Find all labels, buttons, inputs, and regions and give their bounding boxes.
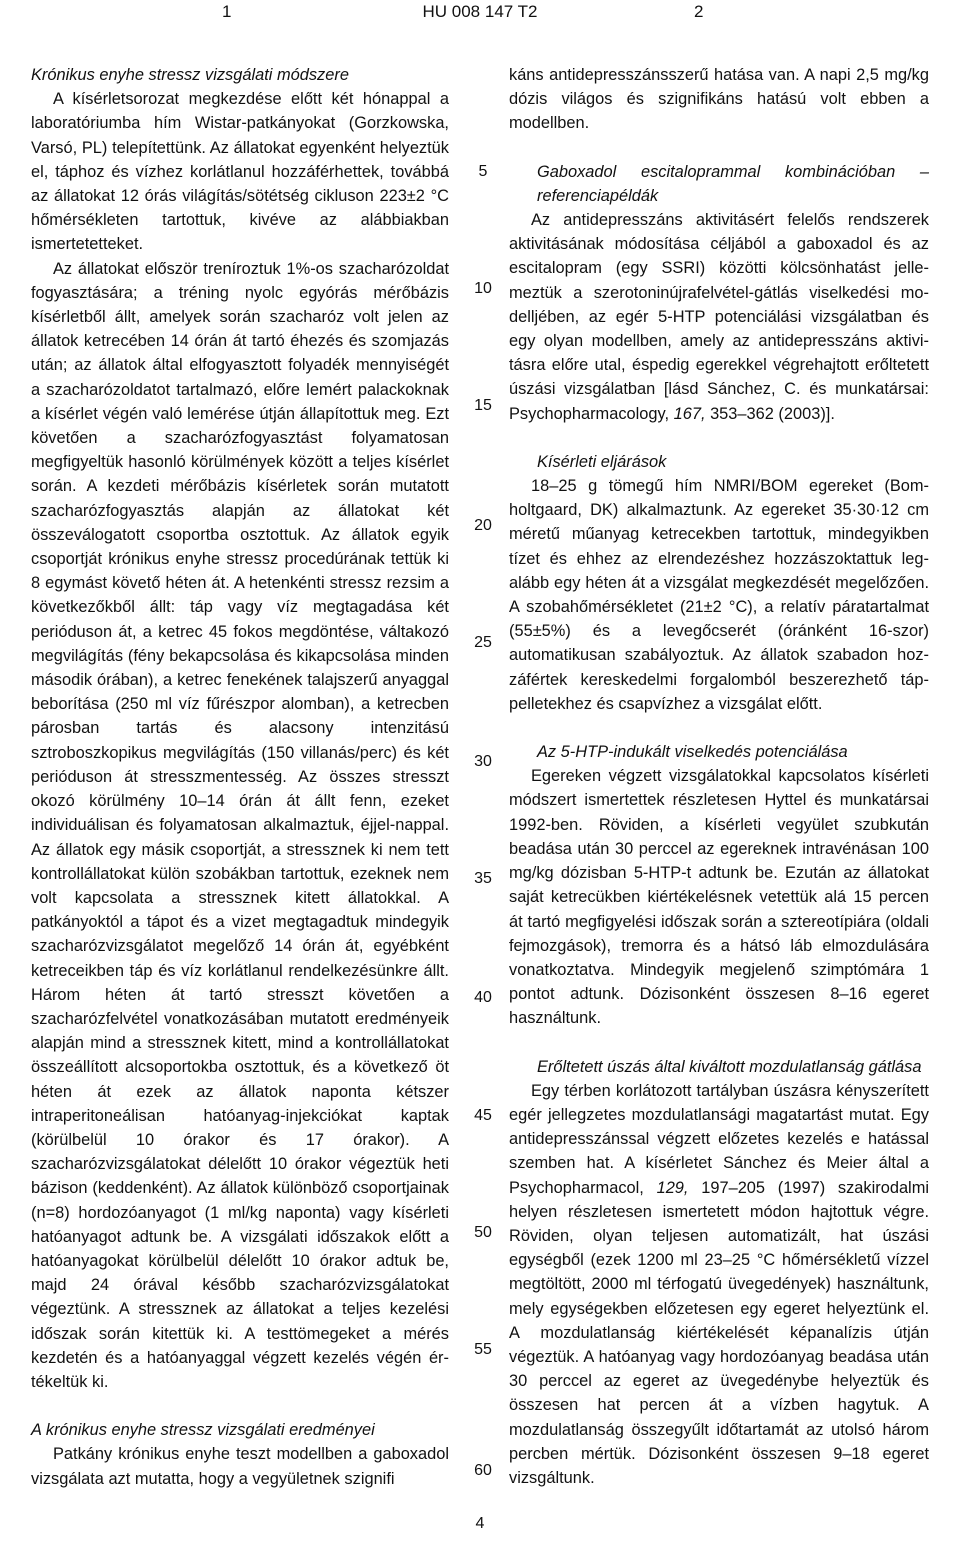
line-number: 40 — [474, 989, 492, 1006]
line-number: 55 — [474, 1341, 492, 1358]
paragraph: 18–25 g tömegű hím NMRI/BOM egereket (Bomholtgaard, DK) alkalmaztunk. Az egereket 35·30·12 cm méretű műanyag ketrecekben tartottuk, mindegyikben tízet és ehhez az elrendezéshez hozzászoktattuk legalább egy héten át a vizsgálat megkezdését megelőzően. A szobahőmérsékletet (21±2 °C), a relatív páratartalmat (55±5%) és a levegőcserét (óránként 16-szor) automatikusan szabályoztuk. Az állatok szabadon hozzáfértek kereskedelmi forgalomból beszerezhető táppelletekhez és csapvízhez a vizsgálat előtt. — [509, 477, 929, 713]
line-number: 35 — [474, 870, 492, 887]
section-heading-cms-results: A krónikus enyhe stressz vizsgálati eredményei — [31, 1421, 375, 1440]
line-number: 20 — [474, 517, 492, 534]
section-heading-forced-swim: Erőltetett úszás által kiváltott mozdulatlanság gátlása — [537, 1057, 922, 1076]
paragraph: Az antidepresszáns aktivitásért felelős rendszerek aktivitásának módosítása céljából a gaboxadol és az escitalopram (egy SSRI) közötti kölcsönhatást jellemeztük a szerotoninújrafelvétel-gátlás viselkedési modelljében, az egér 5-HTP potenciálási vizsgálatban és egy olyan modellben, amely az antidepresszáns aktivitásra előre utal, éspedig egerekkel végrehajtott erőltetett úszási vizsgálatban [lásd Sánchez, C. és munkatársai: Psychopharmacology, 167, 353–362 (2003)]. — [509, 211, 929, 423]
line-number: 30 — [474, 753, 492, 770]
section-heading-gaboxadol-escitalopram: Gaboxadol escitaloprammal kombinációban – referenciapéldák — [537, 162, 929, 205]
section-heading-cms-method: Krónikus enyhe stressz vizsgálati módszere — [31, 66, 349, 84]
line-number: 15 — [474, 397, 492, 414]
paragraph: Az állatokat először treníroztuk 1%-os szacharózoldat fogyasztására; a tréning nyolc egyórás mérőbázis kísérletből állt, amelyek során szacharóz volt jelen az állatok ketrecében 14 órán át tartó éhezés és szomjazás után; az állatok által elfogyasztott folyadék mennyiségét a szacharózoldatot tartalmazó, előre lemért palackoknak a kísérlet végén való lemérése útján állapítottuk meg. Ezt követően a szacharózfogyasztást folyamatosan megfigyeltük hasonló körülmények között a teljes kísérlet során. A kezdeti mérőbázis kísérletek során mutatott szacharózfogyasztás alapján az állatokat két összeválogatott csoportba osztottuk. Az állatok egyik csoportját krónikus enyhe stressz procedúrának tettük ki 8 egymást követő héten át. A hetenkénti stressz rezsim a következőkből állt: táp vagy víz megtagadása két perióduson át, a ketrec 45 fokos megdöntése, váltakozó megvilágítás (fény bekapcsolása és kikapcsolása minden második órában), a ketrec fenekének talajszerű anyaggal beborítása (250 ml víz fűrészpor alomban), a ketrecben párosban tartás és alacsony intenzitású sztroboszkopikus megvilágítás (150 villanás/perc) és két perióduson át stresszmentesség. Az összes stresszt okozó körülmény 10–14 órán át állt fenn, ezeket individuálisan és folyamatosan alkalmaztuk, éjjel-nappal. Az állatok egy másik csoportját, a stressznek ki nem tett kontrollállatokat külön szobákban tartottuk, ezeknek nem volt kapcsolata a stressznek kitett állatokkal. A patkányoktól a tápot és a vizet megtagadtuk mindegyik szacharózvizsgálatot megelőző 14 órán át, egyébként ketreceikben táp és víz korlátlanul rendelkezésünkre állt. Három héten át tartó stresszt követően a szacharózfelvétel vonatkozásában mutatott eredményeik alapján mind a stressznek kitett, mind a kontrollállatokat összeállított alcsoportokba osztottuk, és a következő öt héten át ezek az állatok naponta kétszer intraperitoneálisan hatóanyag-injekciókat kaptak (körülbelül 10 órakor és 17 órakor). A szacharózvizsgálatokat délelőtt 10 órakor végeztük heti bázison (keddenként). Az állatok különböző csoportjainak (n=8) hordozóanyagot (1 ml/kg naponta) vagy kísérleti hatóanyagot adtunk be. A vizsgálati időszakok előtt a hatóanyagokat körülbelül délelőtt 10 órakor adtuk be, majd 24 órával később szacharózvizsgálatokat végeztünk. A stressznek az állatokat a teljes kezelési időszak során kitettük ki. A testtömegeket a mérés kezdetén és a hatóanyaggal végzett kezelés végén értékeltük ki. — [31, 259, 449, 1391]
paragraph: káns antidepresszánsszerű hatása van. A napi 2,5 mg/kg dózis világos és szignifikáns hatású volt ebben a modellben. — [509, 66, 929, 133]
paragraph: Patkány krónikus enyhe teszt modellben a gaboxadol vizsgálata azt mutatta, hogy a vegyületnek szignifi — [31, 1445, 449, 1488]
left-column — [31, 63, 449, 1491]
section-heading-experimental-procedures: Kísérleti eljárások — [537, 452, 667, 471]
paragraph: A kísérletsorozat megkezdése előtt két hónappal a laboratóriumba hím Wistar-patkányokat (Gorzkowska, Varsó, PL) telepítettünk. Az állatokat egyenként helyeztük el, táphoz és vízhez korlátlanul hozzáférhettek, továbbá az állatokat 12 órás világítás/sötétség cikluson 223±2 °C hőmérsékleten tartottuk, kivéve az alábbiakban ismertetetteket. — [31, 90, 449, 254]
page-number: 4 — [475, 1515, 485, 1532]
line-number: 60 — [474, 1462, 492, 1479]
header-document-id: HU 008 147 T2 — [422, 2, 538, 21]
paragraph: Egy térben korlátozott tartályban úszásra kényszerített egér jellegzetes mozdulatlansági magatartást mutat. Egy antidepresszánssal végzett előzetes kezelés e hatással szemben hat. A kísérletet Sánchez és Meier által a Psychopharmacol, 129, 197–205 (1997) szakirodalmi helyen részletesen ismertetett módon hajtottuk végre. Röviden, olyan teljesen automatizált, hat úszási egységből (ezek 1200 ml 23–25 °C hőmérsékletű vízzel megtöltött, 2000 ml térfogatú üvegedények) használtunk, mely egységekben előzetesen egy egeret helyeztünk el. A mozdulatlanság kiértékelését képanalízis útján végeztük. A hatóanyag vagy hordozóanyag beadása után 30 perccel az egeret az üvegedénybe helyeztük és összesen hat percen át a vízben hagytuk. A mozdulatlanság összegyűlt időtartamát az utolsó három percben mértük. Dózisonként összesen 9–18 egeret vizsgáltunk. — [509, 1081, 929, 1487]
line-number: 5 — [478, 163, 488, 180]
line-number: 10 — [474, 280, 492, 297]
header-right-column-number: 2 — [694, 2, 704, 21]
right-column — [509, 63, 929, 1490]
header-left-column-number: 1 — [222, 2, 232, 21]
line-number: 45 — [474, 1107, 492, 1124]
line-number: 50 — [474, 1224, 492, 1241]
section-heading-5htp-potentiation: Az 5-HTP-indukált viselkedés potenciálása — [537, 743, 848, 762]
paragraph: Egereken végzett vizsgálatokkal kapcsolatos kísérleti módszert ismertettek részletesen Hyttel és munkatársai 1992-ben. Röviden, a kísérleti vegyület szubkután beadása után 30 perccel az egereknek intravénásan 100 mg/kg dózisban 5-HTP-t adtunk be. Ezután az állatokat saját ketrecükben kiértékelésnek vetettük alá 15 percen át tartó megfigyelési időszak során a sztereotípiára (oldali fejmozgások), tremorra és a hátsó láb elmozdulására vonatkoztatva. Mindegyik megjelenő szimptómára 1 pontot adtunk. Dózisonként összesen 8–16 egeret használtunk. — [509, 767, 929, 1028]
line-number: 25 — [474, 634, 492, 651]
